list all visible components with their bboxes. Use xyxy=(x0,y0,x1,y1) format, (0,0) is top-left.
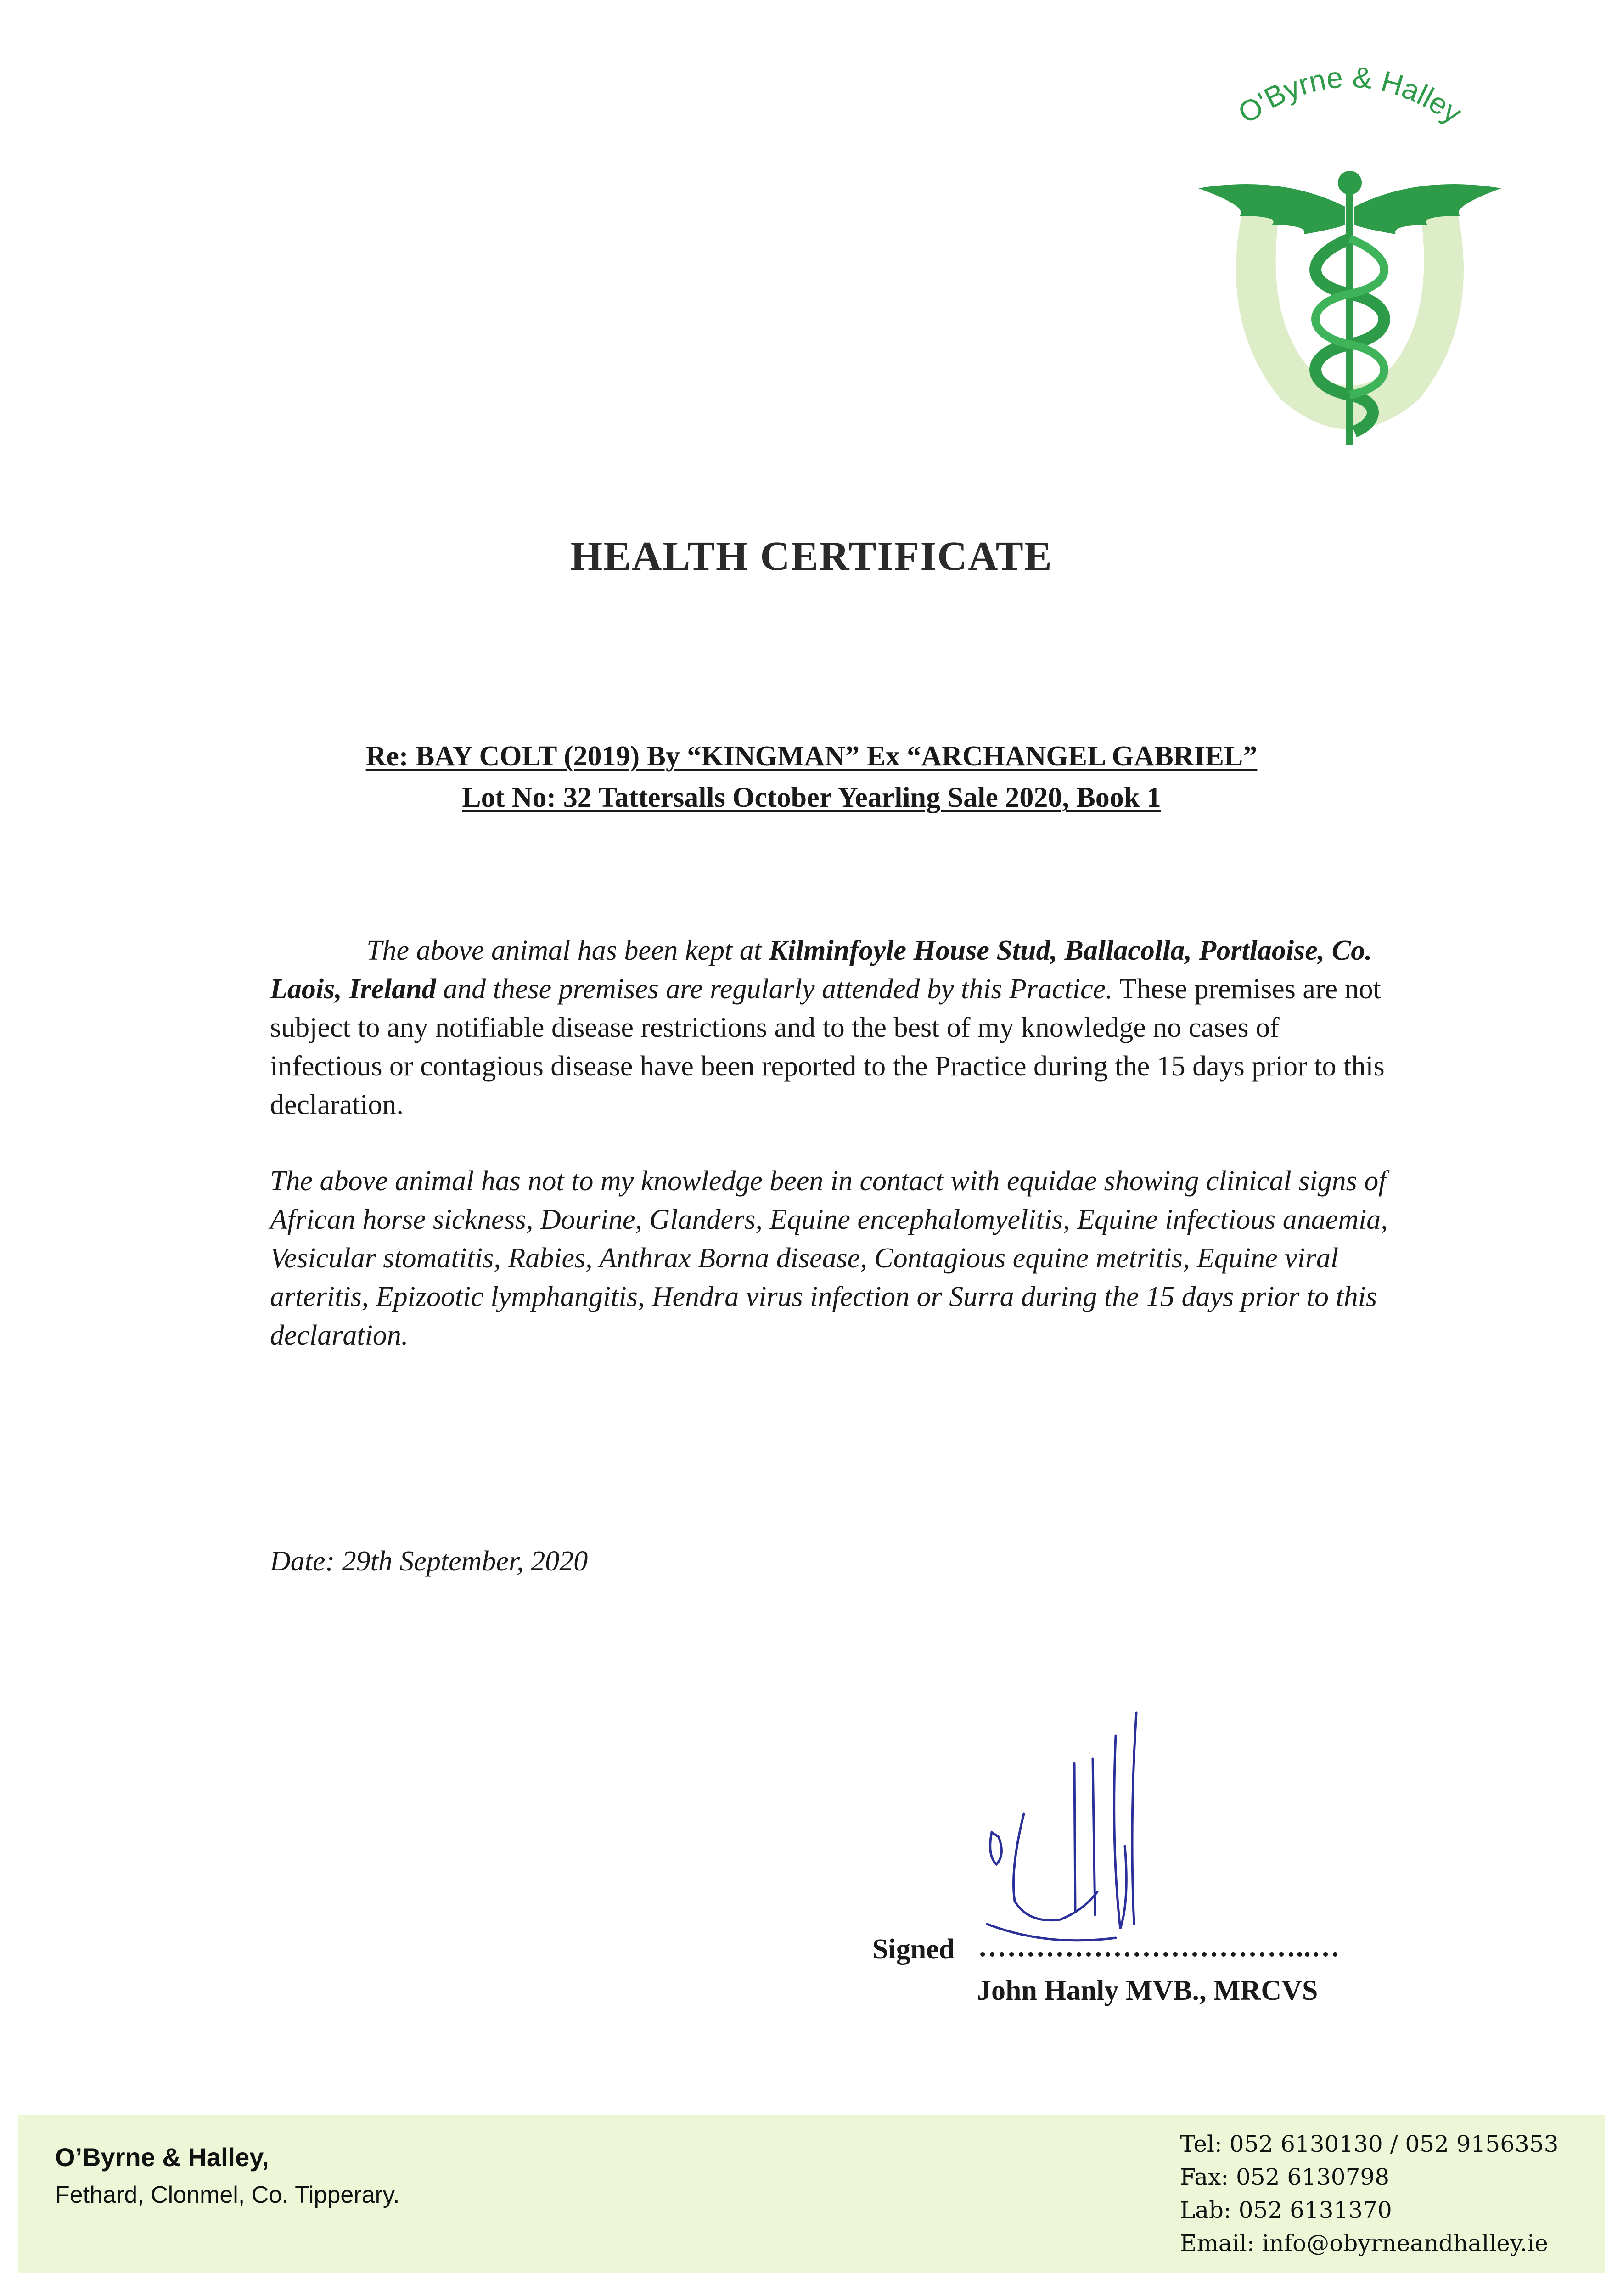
signed-label: Signed xyxy=(872,1934,955,1965)
premises-location-1: Kilminfoyle House Stud, Ballacolla, xyxy=(769,935,1192,966)
paragraph-disease-contact: The above animal has not to my knowledge been in contact with equidae showing clinical signs of African horse sickness, Dourine, Glanders, Equine encephalomyelitis, Equine infectious anaemia, Vesicular stomatitis, Rabies, Anthrax Borna disease, Contagious equine metritis, Equine viral arteritis, Epizootic lymphangitis, Hendra virus infection or Surra during the 15 days prior to this declaration. xyxy=(270,1165,1388,1351)
paragraph-premises xyxy=(270,931,1390,1124)
page-title: HEALTH CERTIFICATE xyxy=(570,534,1053,579)
premises-location-2: Portlaoise, Co. Laois, Ireland xyxy=(270,935,1372,1005)
signer-name: John Hanly MVB., MRCVS xyxy=(977,1975,1318,2006)
footer-company-name: O’Byrne & Halley, xyxy=(55,2143,269,2172)
footer-fax: Fax: 052 6130798 xyxy=(1180,2164,1390,2190)
footer-address: Fethard, Clonmel, Co. Tipperary. xyxy=(55,2182,400,2208)
footer-telephone: Tel: 052 6130130 / 052 9156353 xyxy=(1180,2131,1559,2157)
subject-line-horse: Re: BAY COLT (2019) By “KINGMAN” Ex “ARCHANGEL GABRIEL” xyxy=(365,741,1258,772)
logo-brand-text: O'Byrne & Halley xyxy=(1232,64,1468,130)
footer-lab: Lab: 052 6131370 xyxy=(1180,2197,1392,2223)
paragraph-premises-attended: and these premises are regularly attended by this Practice. xyxy=(436,974,1113,1005)
paragraph-premises-intro: The above animal has been kept at xyxy=(366,935,769,966)
caduceus-horseshoe-logo xyxy=(1189,64,1511,459)
footer-email: Email: info@obyrneandhalley.ie xyxy=(1180,2230,1548,2257)
paragraph-premises-rest: These premises are not subject to any notifiable disease restrictions and to the best of my knowledge no cases of infectious or contagious disease have been reported to the Practice during the 15 days prior to this declaration. xyxy=(270,974,1385,1120)
certificate-date: Date: 29th September, 2020 xyxy=(270,1546,588,1577)
subject-line-lot: Lot No: 32 Tattersalls October Yearling Sale 2020, Book 1 xyxy=(462,782,1161,813)
signature-line: ……………………………..… xyxy=(978,1931,1340,1963)
